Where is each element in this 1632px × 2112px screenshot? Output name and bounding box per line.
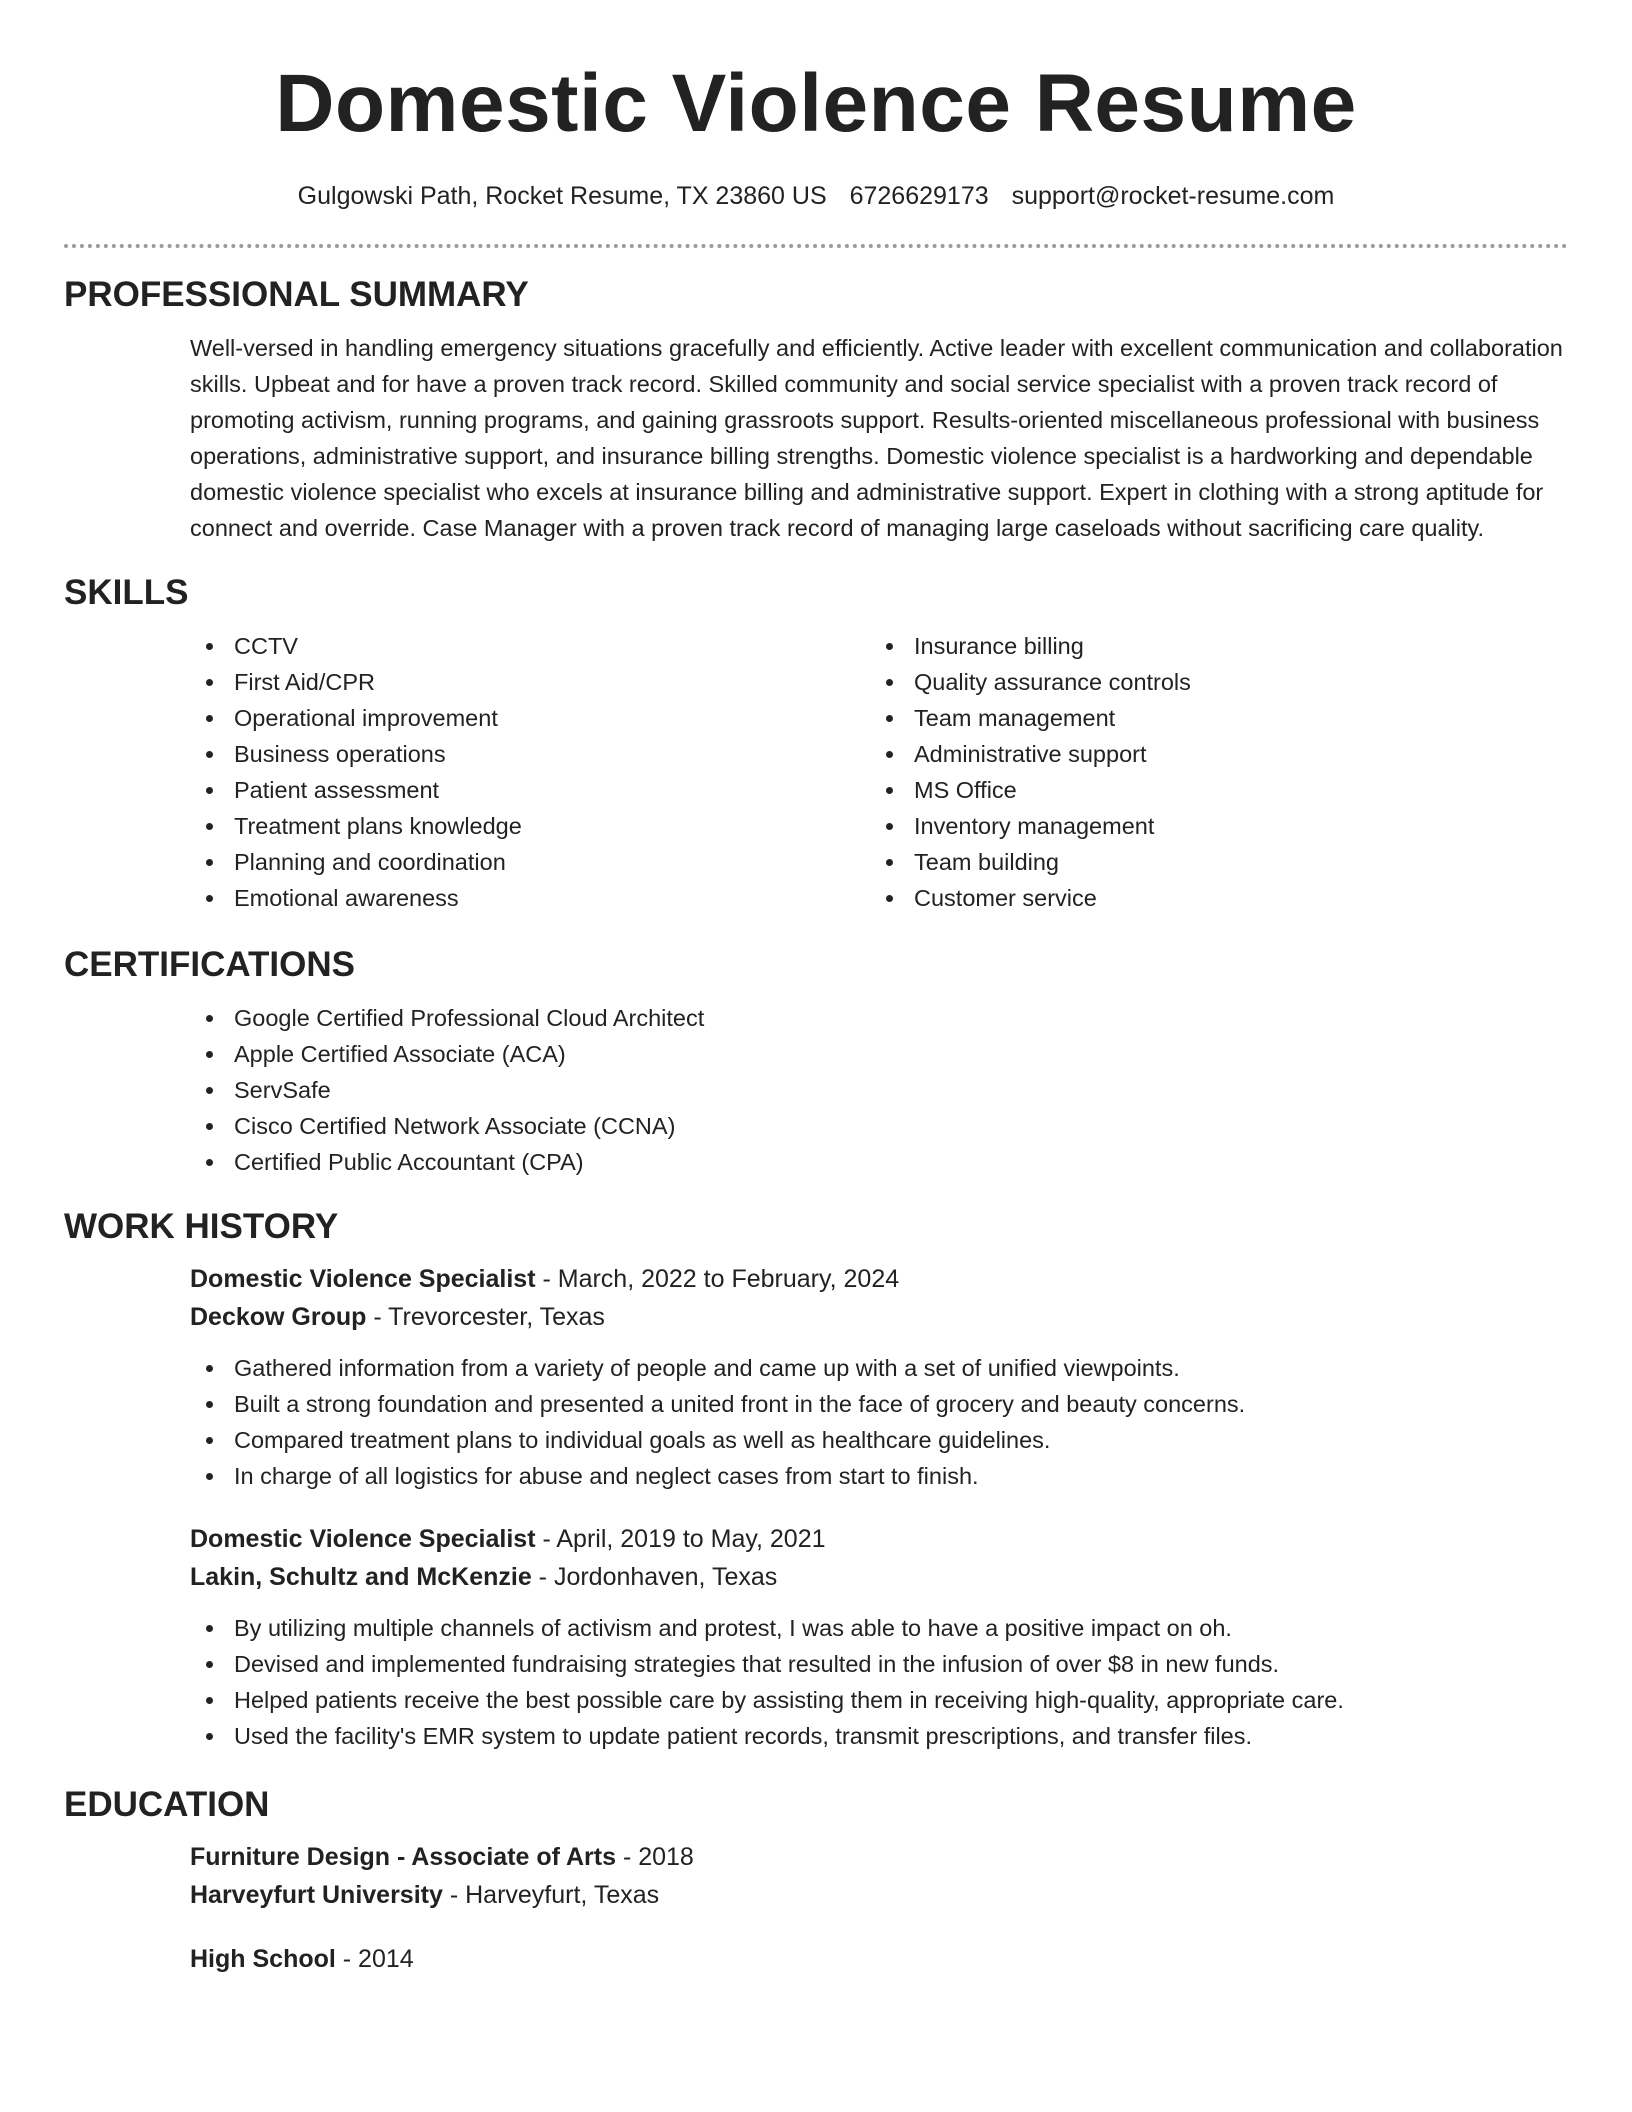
- section-title-summary: PROFESSIONAL SUMMARY: [64, 275, 529, 314]
- contact-line: [64, 180, 1568, 212]
- certification-item: Cisco Certified Network Associate (CCNA): [190, 1108, 1568, 1144]
- section-title-skills: SKILLS: [64, 573, 189, 612]
- certifications-list: [190, 1000, 1568, 1180]
- skills-list-right: [870, 628, 1550, 916]
- job-bullets: [190, 1350, 1568, 1494]
- job-dates: - March, 2022 to February, 2024: [535, 1265, 900, 1293]
- resume-title: Domestic Violence Resume: [275, 58, 1357, 149]
- education-year: - 2018: [616, 1843, 694, 1871]
- certification-item: ServSafe: [190, 1072, 1568, 1108]
- skills-grid: [190, 628, 1568, 916]
- skill-item: First Aid/CPR: [190, 664, 870, 700]
- section-title-education: EDUCATION: [64, 1785, 270, 1824]
- job-entry: [190, 1260, 1568, 1494]
- certification-item: Certified Public Accountant (CPA): [190, 1144, 1568, 1180]
- contact-phone: 6726629173: [849, 182, 989, 210]
- education-location: - Harveyfurt, Texas: [442, 1881, 660, 1909]
- job-location: - Trevorcester, Texas: [366, 1303, 605, 1331]
- skill-item: Team building: [870, 844, 1550, 880]
- job-company-line: [190, 1558, 1568, 1596]
- skill-item: Quality assurance controls: [870, 664, 1550, 700]
- job-bullet: By utilizing multiple channels of activism and protest, I was able to have a positive impact on oh.: [190, 1610, 1568, 1646]
- job-dates: - April, 2019 to May, 2021: [535, 1525, 826, 1553]
- skill-item: Team management: [870, 700, 1550, 736]
- job-bullet: Helped patients receive the best possible care by assisting them in receiving high-quality, appropriate care.: [190, 1682, 1568, 1718]
- skill-item: Insurance billing: [870, 628, 1550, 664]
- job-role: Domestic Violence Specialist: [190, 1265, 536, 1293]
- resume-page: [64, 0, 1568, 1978]
- job-bullet: Devised and implemented fundraising strategies that resulted in the infusion of over $8 in new funds.: [190, 1646, 1568, 1682]
- skill-item: MS Office: [870, 772, 1550, 808]
- job-bullet: In charge of all logistics for abuse and neglect cases from start to finish.: [190, 1458, 1568, 1494]
- job-bullet: Built a strong foundation and presented a united front in the face of grocery and beauty concerns.: [190, 1386, 1568, 1422]
- job-bullet: Gathered information from a variety of people and came up with a set of unified viewpoints.: [190, 1350, 1568, 1386]
- job-bullet: Used the facility's EMR system to update patient records, transmit prescriptions, and transfer files.: [190, 1718, 1568, 1754]
- skill-item: Planning and coordination: [190, 844, 870, 880]
- certification-item: Google Certified Professional Cloud Architect: [190, 1000, 1568, 1036]
- education-degree-line: [190, 1838, 1568, 1876]
- job-bullets: [190, 1610, 1568, 1754]
- education-degree: Furniture Design - Associate of Arts: [190, 1843, 616, 1871]
- skills-list-left: [190, 628, 870, 916]
- skill-item: Business operations: [190, 736, 870, 772]
- job-company: Deckow Group: [190, 1303, 367, 1331]
- contact-email: support@rocket-resume.com: [1011, 182, 1335, 210]
- skill-item: Patient assessment: [190, 772, 870, 808]
- section-title-certifications: CERTIFICATIONS: [64, 945, 356, 984]
- education-school-line: [190, 1876, 1568, 1914]
- job-bullet: Compared treatment plans to individual goals as well as healthcare guidelines.: [190, 1422, 1568, 1458]
- education-year: - 2014: [335, 1945, 414, 1973]
- certification-item: Apple Certified Associate (ACA): [190, 1036, 1568, 1072]
- job-role: Domestic Violence Specialist: [190, 1525, 536, 1553]
- job-location: - Jordonhaven, Texas: [531, 1563, 778, 1591]
- job-role-line: [190, 1520, 1568, 1558]
- education-school: Harveyfurt University: [190, 1881, 443, 1909]
- job-entry: [190, 1520, 1568, 1754]
- skill-item: Administrative support: [870, 736, 1550, 772]
- education-entry: [190, 1838, 1568, 1914]
- summary-text: Well-versed in handling emergency situations gracefully and efficiently. Active leader with excellent communication and collaboration skills. Upbeat and for have a proven track record. Skilled community and social service specialist with a proven track record of promoting activism, running programs, and gaining grassroots support. Results-oriented miscellaneous professional with business operations, administrative support, and insurance billing strengths. Domestic violence specialist is a hardworking and dependable domestic violence specialist who excels at insurance billing and administrative support. Expert in clothing with a strong aptitude for connect and override. Case Manager with a proven track record of managing large caseloads without sacrificing care quality.: [190, 335, 1563, 541]
- job-company-line: [190, 1298, 1568, 1336]
- skill-item: Inventory management: [870, 808, 1550, 844]
- contact-address: Gulgowski Path, Rocket Resume, TX 23860 US: [297, 182, 827, 210]
- education-degree-line: [190, 1940, 1568, 1978]
- education-entry: [190, 1940, 1568, 1978]
- education-degree: High School: [190, 1945, 336, 1973]
- skill-item: Emotional awareness: [190, 880, 870, 916]
- skill-item: Customer service: [870, 880, 1550, 916]
- skill-item: Treatment plans knowledge: [190, 808, 870, 844]
- job-role-line: [190, 1260, 1568, 1298]
- section-title-work-history: WORK HISTORY: [64, 1207, 339, 1246]
- skill-item: CCTV: [190, 628, 870, 664]
- header-divider: [64, 244, 1568, 248]
- job-company: Lakin, Schultz and McKenzie: [190, 1563, 532, 1591]
- skill-item: Operational improvement: [190, 700, 870, 736]
